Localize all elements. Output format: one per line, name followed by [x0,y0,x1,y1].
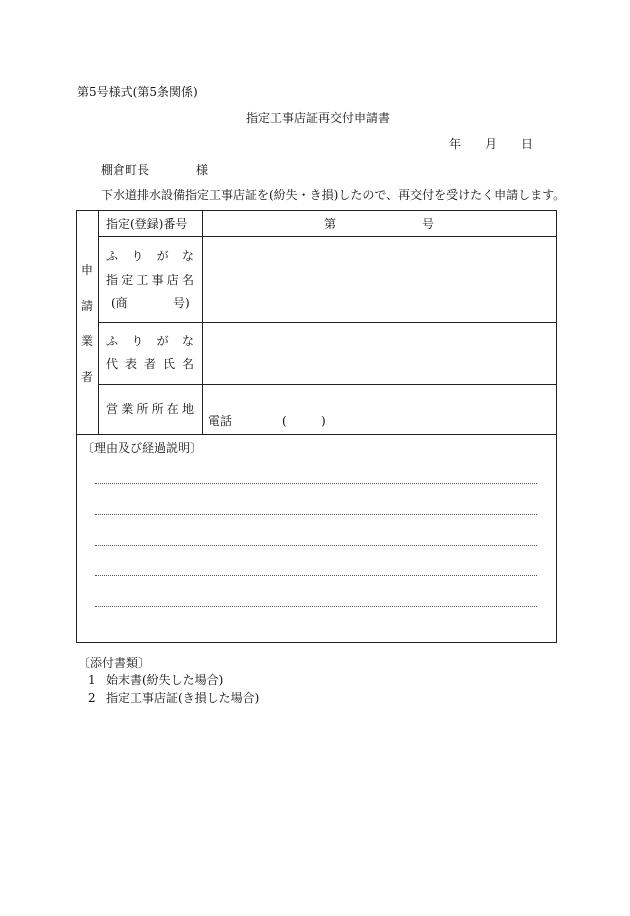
applicant-label-char: 業 [81,334,94,348]
table-border-right [556,210,557,643]
office-address-field[interactable] [203,385,556,434]
date-year: 年 [449,137,462,151]
document-title: 指定工事店証再交付申請書 [246,111,391,125]
registration-number-suffix: 号 [422,217,435,231]
phone-label: 電話 [208,414,233,428]
addressee-honorific: 様 [196,163,209,177]
attachment-number: 2 [88,691,96,705]
trade-name-open: (商 [111,296,128,310]
reason-line [95,514,537,515]
addressee-name: 棚倉町長 [101,163,150,177]
representative-name-field[interactable] [203,323,556,384]
trade-name-close: 号) [173,296,190,310]
attachment-text: 指定工事店証(き損した場合) [106,691,260,705]
attachments-heading: 〔添付書類〕 [78,656,151,670]
office-address-label: 営 業 所 所 在 地 [106,402,194,416]
registration-number-prefix: 第 [324,217,337,231]
store-name-label: 指 定 工 事 店 名 [106,273,194,287]
phone-area-open: ( [282,414,287,428]
phone-area-close: ) [321,414,326,428]
reason-line [95,575,537,576]
attachment-text: 始末書(紛失した場合) [106,673,224,687]
registration-number-label: 指定(登録)番号 [106,217,188,231]
reason-label: 〔理由及び経過説明〕 [82,441,203,455]
table-border-bottom [76,642,557,643]
form-number: 第5号様式(第5条関係) [77,85,198,99]
applicant-label-char: 請 [81,299,94,313]
table-border-top [76,210,557,211]
representative-name-label: 代 表 者 氏 名 [106,357,194,371]
store-name-field[interactable] [203,237,556,322]
applicant-label-char: 申 [81,263,94,277]
reason-line [95,545,537,546]
intro-statement: 下水道排水設備指定工事店証を(紛失・き損)したので、再交付を受けたく申請します。 [101,188,566,202]
date-day: 日 [521,137,534,151]
table-border-left [76,210,77,643]
attachment-number: 1 [88,673,96,687]
representative-furigana-label: ふ り が な [106,334,194,348]
store-furigana-label: ふ り が な [106,249,194,263]
reason-line [95,606,537,607]
date-month: 月 [485,137,498,151]
reason-line [95,483,537,484]
reason-section-divider [76,434,557,435]
applicant-label-char: 者 [81,370,94,384]
